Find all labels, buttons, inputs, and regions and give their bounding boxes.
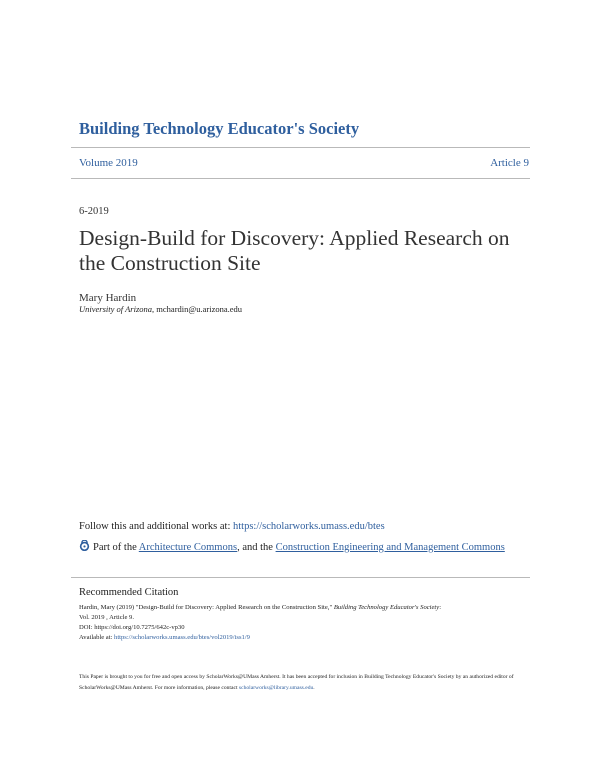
citation-colon: : <box>439 604 442 611</box>
author-email: mchardin@u.arizona.edu <box>156 304 243 314</box>
article-link[interactable]: Article 9 <box>490 157 529 169</box>
citation-journal: Building Technology Educator's Society <box>333 604 440 611</box>
citation-divider <box>71 577 530 578</box>
author-affiliation <box>79 304 242 314</box>
construction-commons-link[interactable]: Construction Engineering and Management Commons <box>275 542 505 553</box>
header-divider-top <box>71 147 530 148</box>
footer-notice <box>79 672 539 693</box>
footer-end: . <box>313 684 315 691</box>
follow-url-link[interactable]: https://scholarworks.umass.edu/btes <box>233 521 385 532</box>
publication-date: 6-2019 <box>79 206 109 217</box>
open-access-icon <box>79 540 90 551</box>
affiliation-separator: , <box>152 304 157 314</box>
paper-title: Design-Build for Discovery: Applied Research on the Construction Site <box>79 226 510 275</box>
author-name: Mary Hardin <box>79 292 137 304</box>
citation-block <box>79 603 534 643</box>
volume-link[interactable]: Volume 2019 <box>79 157 138 169</box>
footer-text: This Paper is brought to you for free and open access by ScholarWorks@UMass Amherst. It has been accepted for inclusion in Building Technology Educator's Society by an authorized editor of ScholarWorks@UMass Amherst. For more information, please contact <box>79 674 514 691</box>
available-at-label: Available at: <box>79 634 115 641</box>
part-of-mid: , and the <box>237 542 276 553</box>
follow-line <box>79 521 385 532</box>
part-of-line <box>79 540 519 555</box>
follow-label: Follow this and additional works at: <box>79 521 233 532</box>
citation-text: Hardin, Mary (2019) "Design-Build for Discovery: Applied Research on the Construction Site," <box>79 604 334 611</box>
available-at-link[interactable]: https://scholarworks.umass.edu/btes/vol2019/iss1/9 <box>114 634 250 641</box>
architecture-commons-link[interactable]: Architecture Commons <box>138 542 238 553</box>
part-of-prefix: Part of the <box>93 542 139 553</box>
recommended-citation-heading: Recommended Citation <box>79 587 179 598</box>
citation-doi: DOI: https://doi.org/10.7275/642c-vp30 <box>79 624 185 631</box>
header-divider-bottom <box>71 178 530 179</box>
citation-volume: Vol. 2019 , Article 9. <box>79 614 135 621</box>
contact-email-link[interactable]: scholarworks@library.umass.edu <box>238 684 314 691</box>
series-title[interactable]: Building Technology Educator's Society <box>79 119 360 138</box>
affiliation-name: University of Arizona <box>79 304 153 314</box>
